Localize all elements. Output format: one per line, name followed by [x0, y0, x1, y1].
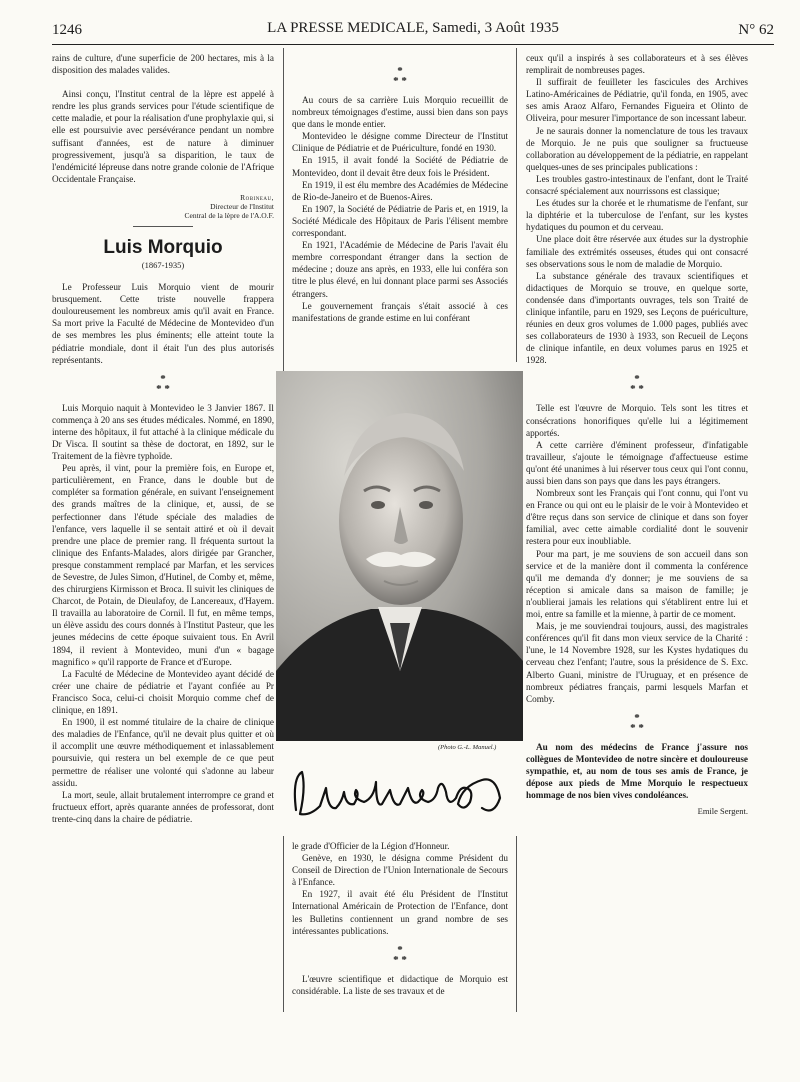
- paragraph: Genève, en 1930, le désigna comme Président du Conseil de Direction de l'Union Internationale de Secours à l'Enfance.: [292, 853, 508, 888]
- paragraph: En 1919, il est élu membre des Académies de Médecine de Rio-de-Janeiro et de Buenos-Aires.: [292, 179, 508, 202]
- paragraph: L'œuvre scientifique et didactique de Morquio est considérable. La liste de ses travaux et de: [292, 973, 508, 996]
- paragraph: Au cours de sa carrière Luis Morquio recueillit de nombreux témoignages d'estime, aussi bien dans son pays que dans le monde entier.: [292, 95, 508, 130]
- paragraph: Une place doit être réservée aux études sur la dystrophie familiale des extrémités osseuses, études qui ont consacré ses observations sous le nom de maladie de Morquio.: [526, 234, 748, 269]
- column-right: [526, 52, 748, 816]
- paragraph: Telle est l'œuvre de Morquio. Tels sont les titres et consécrations honorifiques qu'elle lui a légitimement apportés.: [526, 403, 748, 438]
- paragraph: En 1927, il avait été élu Président de l'Institut International Américain de Protection de l'Enfance, dont les Bulletins contiennent un grand nombre de ses intéressantes publications.: [292, 889, 508, 936]
- paragraph: Le gouvernement français s'était associé à ces manifestations de grande estime en lui conférant: [292, 300, 508, 323]
- author-title: Directeur de l'Institut: [210, 201, 274, 211]
- paragraph: Luis Morquio naquit à Montevideo le 3 Janvier 1867. Il commença à 20 ans ses études médicales. Nommé, en 1890, interne des hôpitaux, il fut attaché à la clinique médicale du Dr Visca. Il soutint sa thèse de doctorat, en 1892, sur le Traitement de la fièvre typhoïde.: [52, 402, 274, 462]
- paragraph: En 1915, il avait fondé la Société de Pédiatrie de Montevideo, dont il devait être deux fois le Président.: [292, 155, 508, 178]
- paragraph: Mais, je me souviendrai toujours, aussi, des magistrales conférences qu'il fit dans mon vieux service de la Charité : l'une, le 14 Novembre 1928, sur les Kystes hydatiques du cerveau chez l'enfant; l'autre, sous la présidence de S. Exc. Alberto Guani, ministre de l'Uruguay, et en présence de nombreux pédiatres français, parmi lesquels Marfan et Comby.: [526, 621, 748, 704]
- issue-number: N° 62: [738, 22, 774, 38]
- paragraph: La Faculté de Médecine de Montevideo ayant décidé de créer une chaire de pédiatrie et l'ayant confiée au Pr Francisco Soca, celui-ci choisit Morquio comme chef de clinique, en 1891.: [52, 668, 274, 716]
- paragraph: Le Professeur Luis Morquio vient de mourir brusquement. Cette triste nouvelle frappera douloureusement les nombreux amis qu'il avait en France. Sa mort prive la Faculté de Médecine de Montevideo d'un de ses membres les plus éminents; elle atteint toute la pédiatrie mondiale, dont il était l'un des plus autorisés représentants.: [52, 282, 274, 365]
- paragraph: En 1900, il est nommé titulaire de la chaire de clinique des maladies de l'Enfance, qu'il ne devait plus quitter et où il accomplit une œuvre méthodiquement et inlassablement poursuivie, qui restera un bel exemple de ce que peut permettre de réaliser une volonté qui s'adonne au labeur assidu.: [52, 717, 274, 788]
- paragraph: Ainsi conçu, l'Institut central de la lèpre est appelé à rendre les plus grands services pour l'étude scientifique de cette maladie, et pour la réalisation d'une prophylaxie qui, si elle est poursuivie avec persévérance pendant un nombre suffisant d'années, est de nature à diminuer progressivement, jusqu'à sa disparition, le taux de l'endémicité lépreuse dans notre grande colonie de l'Afrique Occidentale Française.: [52, 89, 274, 184]
- section-stars: * * *: [393, 943, 407, 966]
- newspaper-title: LA PRESSE MEDICALE, Samedi, 3 Août 1935: [267, 20, 559, 36]
- column-middle-top: [292, 66, 508, 324]
- photo-credit: (Photo G.-L. Manuel.): [438, 744, 497, 751]
- column-divider: [516, 48, 517, 362]
- paragraph: Il suffirait de feuilleter les fascicules des Archives Latino-Américaines de Pédiatrie, qu'il fonda, en 1905, avec ses amis Araoz Alfaro, Fernandes Figueira et Olinto de Oliveira, pour mesurer l'importance de son incessant labeur.: [526, 77, 748, 124]
- section-stars: * * *: [156, 372, 170, 395]
- paragraph: Montevideo le désigne comme Directeur de l'Institut Clinique de Pédiatrie et de Puériculture, fondé en 1930.: [292, 131, 508, 154]
- paragraph: Au nom des médecins de France j'assure nos collègues de Montevideo de notre sincère et douloureuse sympathie, et, au nom de tous ses amis de France, je dépose aux pieds de Mme Morquio le respectueux hommage de nos bien vives condoléances.: [526, 741, 748, 801]
- author-name: Robineau,: [240, 192, 274, 202]
- paragraph: En 1921, l'Académie de Médecine de Paris l'avait élu membre correspondant étranger dans la section de médecine ; douze ans après, en 1933, elle lui conféra son titre le plus élevé, en lui donnant place parmi ses Associés étrangers.: [292, 240, 508, 299]
- paragraph: rains de culture, d'une superficie de 200 hectares, mis à la disposition des malades valides.: [52, 53, 274, 76]
- paragraph: Les troubles gastro-intestinaux de l'enfant, dont le Traité consacré spécialement aux nourrissons est classique;: [526, 173, 748, 197]
- header-rule: [52, 44, 774, 45]
- section-stars: * * *: [393, 65, 407, 87]
- article-title: Luis Morquio: [103, 236, 223, 258]
- author-title: Central de la lèpre de l'A.O.F.: [184, 210, 274, 220]
- page-header: [52, 20, 774, 42]
- column-divider: [283, 836, 284, 1012]
- page-number: 1246: [52, 22, 82, 38]
- paragraph: A cette carrière d'éminent professeur, d'infatigable travailleur, s'ajoute le témoignage d'affectueuse estime qu'ont été unanimes à lui réserver tous ceux qui l'ont connu, aussi bien dans son pays que dans les pays étrangers.: [526, 439, 748, 486]
- column-middle-bottom: [292, 840, 508, 997]
- column-divider: [516, 836, 517, 1012]
- column-left: [52, 52, 274, 825]
- section-divider: [133, 226, 193, 227]
- paragraph: ceux qu'il a inspirés à ses collaborateurs et à ses élèves remplirait de nombreuses pages.: [526, 53, 748, 76]
- handwritten-signature: [286, 758, 510, 824]
- section-stars: * * *: [630, 373, 644, 396]
- paragraph: Je ne saurais donner la nomenclature de tous les travaux de Morquio. Je ne puis que souligner sa fructueuse collaboration au développement de la pédiatrie, en rappelant quelques-unes de ses principales publications :: [526, 125, 748, 172]
- section-stars: * * *: [630, 711, 644, 734]
- paragraph: Pour ma part, je me souviens de son accueil dans son service et de la manière dont il commenta la conférence qu'il me demanda d'y donner; je me souviens de sa réception si amicale dans sa maison de famille; je n'oublierai jamais les relations qui s'établirent entre lui et moi, entre sa famille et la mienne, à partir de ce moment.: [526, 548, 748, 620]
- author-signature: [52, 193, 274, 220]
- article-dates: (1867-1935): [141, 259, 185, 270]
- author-signature: Emile Sergent.: [697, 806, 748, 817]
- paragraph: La substance générale des travaux scientifiques et didactiques de Morquio se trouve, en quelque sorte, condensée dans d'importants ouvrages, tels son Traité de clinique infantile, paru en 1929, ses Leçons de puériculture, réunies en deux gros volumes de 1.000 pages, publiés avec ses collaborateurs de 1930 à 1933, son Recueil de Leçons de clinique infantile, en deux volumes parus en 1925 et 1928.: [526, 270, 748, 366]
- paragraph: Les études sur la chorée et le rhumatisme de l'enfant, sur la diphtérie et la tuberculose de l'enfant, sur les kystes hydatiques du poumon et du cerveau.: [526, 198, 748, 233]
- paragraph: En 1907, la Société de Pédiatrie de Paris et, en 1919, la Société Médicale des Hôpitaux de Paris l'élisent membre correspondant.: [292, 203, 508, 239]
- paragraph: Nombreux sont les Français qui l'ont connu, qui l'ont vu en France ou qui ont eu le plaisir de le voir à Montevideo et d'être reçus dans son service de clinique et dans son foyer familial, avec cette aimable cordialité dont le souvenir restera pour eux inoubliable.: [526, 488, 748, 547]
- paragraph: Peu après, il vint, pour la première fois, en Europe et, particulièrement, en France, dans le double but de compléter sa formation générale, en suivant l'enseignement des grands maîtres de la clinique, et, aussi, de se perfectionner dans l'étude spéciale des maladies de l'enfance, vers laquelle il se sentait attiré et où il devait prendre une place de premier rang. Il fréquenta surtout la clinique des Enfants-Malades, alors dirigée par Grancher, presque constamment remplacé par Marfan, et les services de Sevestre, de Jules Simon, d'Hutinel, de Comby et, même, des chirurgiens Kirmisson et Broca. Il suivit les cliniques de Charcot, de Potain, de Dieulafoy, de Lancereaux, d'Hayem. Il travailla au laboratoire de Cornil. Il fut, en même temps, un élève assidu des cours donnés à l'Institut Pasteur, que les jeunes médecins de cette époque suivaient tous. En Avril 1894, il revient à Montevideo, muni d'un « bagage magnifico » qu'il rapporte de France et d'Europe.: [52, 463, 274, 667]
- portrait-photo: [276, 371, 523, 741]
- paragraph: le grade d'Officier de la Légion d'Honneur.: [292, 841, 450, 851]
- paragraph: La mort, seule, allait brutalement interrompre ce grand et fructueux effort, après quarante années de professorat, dont trente-cinq dans la chaire de pédiatrie.: [52, 789, 274, 824]
- column-divider: [283, 48, 284, 416]
